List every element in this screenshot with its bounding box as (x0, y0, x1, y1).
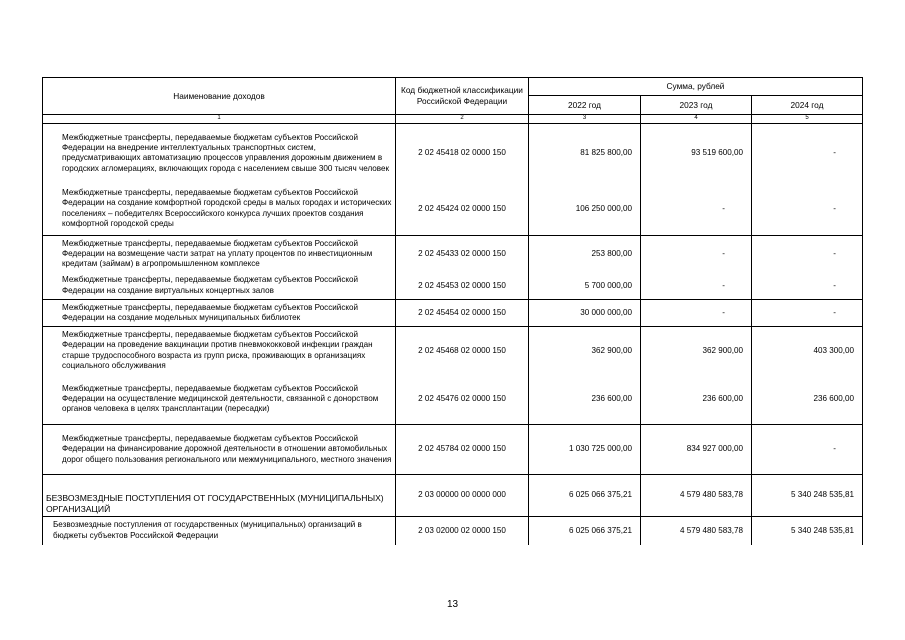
col-num: 3 (529, 115, 641, 124)
row-name: Безвозмездные поступления от государственных (муниципальных) организаций в бюджеты субъектов Российской Федерации (43, 517, 396, 545)
row-code: 2 03 02000 02 0000 150 (396, 517, 529, 545)
table-row (43, 273, 863, 300)
row-2024: 236 600,00 (752, 375, 863, 425)
col-num: 2 (396, 115, 529, 124)
row-code: 2 03 00000 00 0000 000 (396, 475, 529, 517)
row-2024: 5 340 248 535,81 (752, 475, 863, 517)
table-row (43, 425, 863, 475)
row-2024: 403 300,00 (752, 327, 863, 375)
table-row (43, 300, 863, 327)
header-year-2023: 2023 год (641, 96, 752, 115)
table-row (43, 236, 863, 273)
row-name: Межбюджетные трансферты, передаваемые бюджетам субъектов Российской Федерации на финансирование дорожной деятельности в отношении автомобильных дорог общего пользования регионального или межмуниципального, местного значения (43, 425, 396, 475)
row-name: Межбюджетные трансферты, передаваемые бюджетам субъектов Российской Федерации на внедрение интеллектуальных транспортных систем, предусматривающих автоматизацию процессов управления дорожным движением в городских агломерациях, включающих города с населением свыше 300 тысяч человек (43, 124, 396, 183)
row-2022: 81 825 800,00 (529, 124, 641, 183)
row-2024: - (752, 183, 863, 236)
row-2024: - (752, 273, 863, 300)
row-2023: 4 579 480 583,78 (641, 475, 752, 517)
header-year-2024: 2024 год (752, 96, 863, 115)
row-2022: 362 900,00 (529, 327, 641, 375)
row-2023: 362 900,00 (641, 327, 752, 375)
table-row (43, 124, 863, 183)
header-sum: Сумма, рублей (529, 78, 863, 96)
row-name: БЕЗВОЗМЕЗДНЫЕ ПОСТУПЛЕНИЯ ОТ ГОСУДАРСТВЕННЫХ (МУНИЦИПАЛЬНЫХ) ОРГАНИЗАЦИЙ (43, 475, 396, 517)
table-row (43, 375, 863, 425)
row-code: 2 02 45476 02 0000 150 (396, 375, 529, 425)
row-name: Межбюджетные трансферты, передаваемые бюджетам субъектов Российской Федерации на создание модельных муниципальных библиотек (43, 300, 396, 327)
row-2023: - (641, 183, 752, 236)
row-2024: 5 340 248 535,81 (752, 517, 863, 545)
row-2022: 6 025 066 375,21 (529, 475, 641, 517)
row-2022: 236 600,00 (529, 375, 641, 425)
row-2022: 1 030 725 000,00 (529, 425, 641, 475)
row-code: 2 02 45418 02 0000 150 (396, 124, 529, 183)
row-2022: 253 800,00 (529, 236, 641, 273)
row-2024: - (752, 124, 863, 183)
row-2024: - (752, 300, 863, 327)
header-code: Код бюджетной классификации Российской Федерации (396, 78, 529, 115)
column-numbers-row (43, 115, 863, 124)
header-row (43, 78, 863, 96)
header-name: Наименование доходов (43, 78, 396, 115)
row-code: 2 02 45433 02 0000 150 (396, 236, 529, 273)
row-2023: 236 600,00 (641, 375, 752, 425)
row-2024: - (752, 425, 863, 475)
row-name: Межбюджетные трансферты, передаваемые бюджетам субъектов Российской Федерации на проведение вакцинации против пневмококковой инфекции граждан старше трудоспособного возраста из групп риска, проживающих в организациях социального обслуживания (43, 327, 396, 375)
row-code: 2 02 45468 02 0000 150 (396, 327, 529, 375)
table-row (43, 475, 863, 517)
header-year-2022: 2022 год (529, 96, 641, 115)
row-2023: 93 519 600,00 (641, 124, 752, 183)
row-code: 2 02 45453 02 0000 150 (396, 273, 529, 300)
revenue-table (42, 77, 863, 545)
row-code: 2 02 45424 02 0000 150 (396, 183, 529, 236)
col-num: 1 (43, 115, 396, 124)
table-row (43, 327, 863, 375)
row-name: Межбюджетные трансферты, передаваемые бюджетам субъектов Российской Федерации на создание виртуальных концертных залов (43, 273, 396, 300)
row-2022: 6 025 066 375,21 (529, 517, 641, 545)
row-name: Межбюджетные трансферты, передаваемые бюджетам субъектов Российской Федерации на возмещение части затрат на уплату процентов по инвестиционным кредитам (займам) в агропромышленном комплексе (43, 236, 396, 273)
row-2022: 5 700 000,00 (529, 273, 641, 300)
row-2023: 4 579 480 583,78 (641, 517, 752, 545)
col-num: 4 (641, 115, 752, 124)
page-number: 13 (446, 599, 459, 610)
row-2024: - (752, 236, 863, 273)
row-code: 2 02 45454 02 0000 150 (396, 300, 529, 327)
row-2023: - (641, 273, 752, 300)
row-name: Межбюджетные трансферты, передаваемые бюджетам субъектов Российской Федерации на осуществление медицинской деятельности, связанной с донорством органов человека в целях трансплантации (пересадки) (43, 375, 396, 425)
row-2023: 834 927 000,00 (641, 425, 752, 475)
row-2023: - (641, 300, 752, 327)
row-2023: - (641, 236, 752, 273)
table-row (43, 183, 863, 236)
row-2022: 30 000 000,00 (529, 300, 641, 327)
row-name: Межбюджетные трансферты, передаваемые бюджетам субъектов Российской Федерации на создание комфортной городской среды в малых городах и исторических поселениях – победителях Всероссийского конкурса лучших проектов создания комфортной городской среды (43, 183, 396, 236)
row-2022: 106 250 000,00 (529, 183, 641, 236)
row-code: 2 02 45784 02 0000 150 (396, 425, 529, 475)
col-num: 5 (752, 115, 863, 124)
table-row (43, 517, 863, 545)
